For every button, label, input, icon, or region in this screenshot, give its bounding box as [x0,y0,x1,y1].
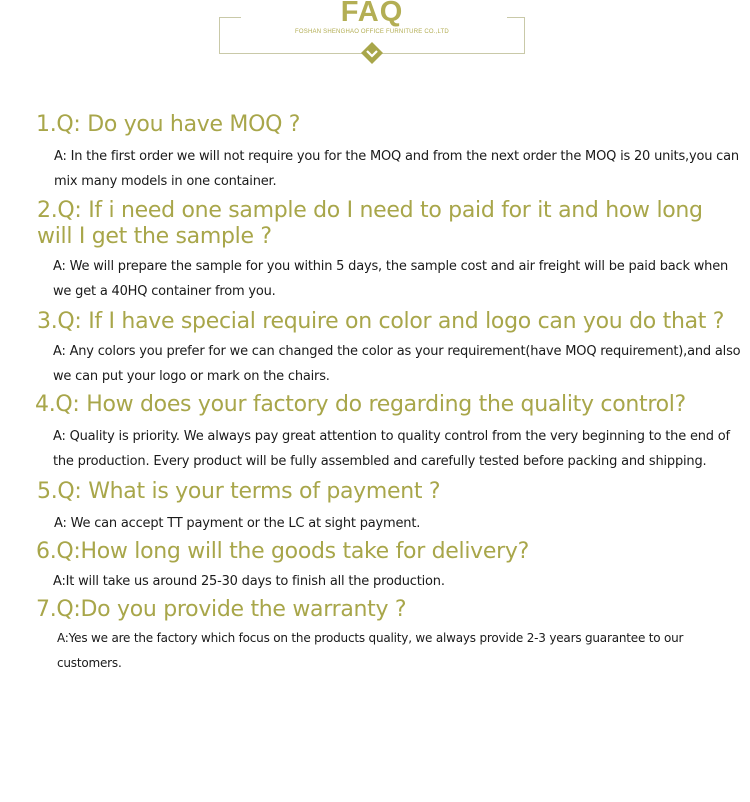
faq-answer-1: A: In the first order we will not require you for the MOQ and from the next order the MOQ is 20 units,you can mix many models in one container. [54,149,739,189]
faq-question-3: 3.Q: If I have special require on color and logo can you do that ? [37,309,725,334]
faq-answer-4: A: Quality is priority. We always pay great attention to quality control from the very beginning to the end of the production. Every product will be fully assembled and carefully tested before packing and shipping. [53,429,730,469]
faq-question-4: 4.Q: How does your factory do regarding the quality control? [35,392,686,417]
faq-answer-7: A:Yes we are the factory which focus on the products quality, we always provide 2-3 years guarantee to our customers. [57,631,684,670]
diamond-chevron-icon [361,42,383,64]
faq-question-5: 5.Q: What is your terms of payment ? [37,479,441,504]
faq-answer-2: A: We will prepare the sample for you within 5 days, the sample cost and air freight will be paid back when we get a 40HQ container from you. [53,259,729,299]
faq-answer-3: A: Any colors you prefer for we can changed the color as your requirement(have MOQ requirement),and also we can put your logo or mark on the chairs. [53,344,741,384]
faq-question-7: 7.Q:Do you provide the warranty ? [36,597,407,622]
faq-question-2: 2.Q: If i need one sample do I need to paid for it and how long will I get the sample ? [37,198,703,249]
faq-header [219,0,525,70]
faq-answer-5: A: We can accept TT payment or the LC at sight payment. [54,516,421,531]
faq-question-1: 1.Q: Do you have MOQ ? [36,112,301,137]
faq-answer-6: A:It will take us around 25-30 days to finish all the production. [53,574,445,589]
faq-question-6: 6.Q:How long will the goods take for delivery? [36,539,529,564]
company-name: FOSHAN SHENGHAO OFFICE FURNITURE CO.,LTD [295,29,449,35]
page-title: FAQ [340,0,404,28]
